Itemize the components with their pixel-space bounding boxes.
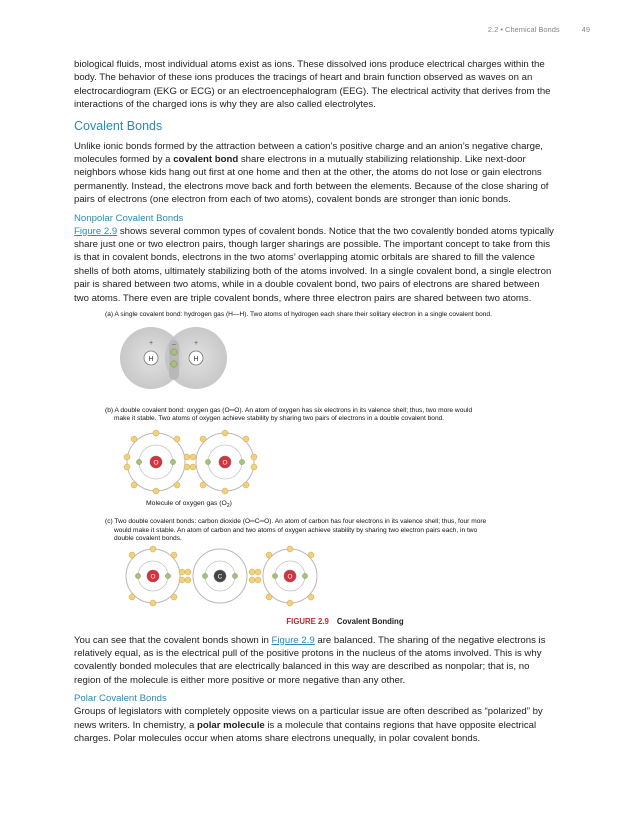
minus-sign: – [172, 340, 176, 348]
page-content [74, 58, 556, 751]
co2-carbon-symbol: C [217, 573, 223, 581]
figure-number: FIGURE 2.9 [286, 616, 329, 626]
o2-molecule [124, 430, 257, 494]
co2-o-left-electron [150, 546, 156, 552]
o-right-electron [243, 482, 249, 488]
figure-caption [134, 617, 556, 626]
o-left-electron [124, 464, 130, 470]
o-left-electron [174, 436, 180, 442]
heading-covalent-bonds: Covalent Bonds [74, 118, 163, 133]
plus-right: + [193, 339, 199, 347]
co2-diagram [74, 544, 556, 610]
o-atom-right-symbol: O [222, 459, 228, 467]
co2-o-right-electron [287, 600, 293, 606]
o-left-electron [131, 436, 137, 442]
h-electron-bottom [171, 360, 177, 366]
shared-electron [190, 464, 196, 470]
paragraph-balanced [74, 634, 556, 688]
polar-text-b: is a molecule that contains regions that have opposite electrical charges. Polar molecules occur when atoms share electrons unequally, in polar covalent bonds. [74, 719, 537, 744]
co2-molecule [126, 546, 317, 606]
o-left-electron [124, 454, 130, 460]
label-a: (a) A single covalent bond: hydrogen gas (H—H). Two atoms of hydrogen each share their solitary electron in a single covalent bond. [105, 311, 492, 319]
label-c-line3: double covalent bonds. [114, 535, 182, 543]
co2-o-right-electron [266, 552, 272, 558]
label-c-line1: (c) Two double covalent bonds: carbon dioxide (O═C═O). An atom of carbon has four electrons in its valence shell; thus, four more [105, 518, 487, 526]
paragraph-nonpolar [74, 225, 556, 305]
co2-o-left-electron [135, 573, 140, 578]
o-right-electron [251, 464, 257, 470]
co2-o-right-electron [266, 594, 272, 600]
o2-molecule-label: Molecule of oxygen gas $(O_2)$ [146, 500, 232, 510]
o-atom-left-electron [136, 460, 141, 465]
co2-carbon-electron [232, 573, 237, 578]
co2-o-right-electron [302, 573, 307, 578]
heading-nonpolar: Nonpolar Covalent Bonds [74, 212, 184, 224]
co2-shared-electron [255, 569, 261, 575]
figure-link[interactable]: Figure 2.9 [74, 225, 118, 237]
co2-o-left-electron [171, 552, 177, 558]
paragraph-electrolytes: biological fluids, most individual atoms exist as ions. These dissolved ions produce electrical charges within the body. The behavior of these ions produces the tracings of heart and brain function observed as waves on an electrocardiogram (EKG or ECG) or an electroencephalogram (EEG). The electrical activity that derives from the interactions of the charged ions is why they are also called electrolytes. [74, 59, 551, 111]
co2-o-right-electron [287, 546, 293, 552]
o-left-electron [153, 430, 159, 436]
term-covalent-bond: covalent bond [173, 154, 239, 166]
figure-title: Covalent Bonding [336, 616, 404, 626]
paragraph-covalent [74, 140, 556, 207]
shared-electron [190, 454, 196, 460]
co2-o-left-electron [129, 594, 135, 600]
figure-2-9 [74, 311, 556, 625]
heading-polar: Polar Covalent Bonds [74, 693, 167, 705]
o-atom-right-electron [205, 460, 210, 465]
label-b-line1: (b) A double covalent bond: oxygen gas (O═O). An atom of oxygen has six electrons in its valence shell; thus, two more would [105, 406, 473, 414]
hydrogen-diagram [74, 320, 556, 400]
co2-shared-electron [179, 569, 185, 575]
co2-carbon-electron [202, 573, 207, 578]
co2-shared-electron [179, 577, 185, 583]
covalent-text-a: Unlike ionic bonds formed by the attraction between a cation’s positive charge and an anion’s negative charge, molecules formed by a [74, 140, 543, 166]
running-head-section: 2.2 • Chemical Bonds [487, 25, 560, 34]
o-left-electron [131, 482, 137, 488]
h-electron-top [171, 348, 177, 354]
shared-electron [184, 464, 190, 470]
oxygen-diagram [74, 423, 556, 509]
balanced-text-a: You can see that the covalent bonds shown in [74, 634, 272, 646]
co2-o-left-symbol: O [150, 573, 156, 581]
co2-shared-electron [249, 577, 255, 583]
o-left-electron [174, 482, 180, 488]
co2-shared-electron [185, 577, 191, 583]
o-left-electron [153, 488, 159, 494]
co2-o-left-electron [171, 594, 177, 600]
co2-o-right-electron [308, 552, 314, 558]
o-atom-right-electron [239, 460, 244, 465]
o-atom-left-symbol: O [153, 459, 159, 467]
co2-shared-electron [185, 569, 191, 575]
co2-o-right-symbol: O [287, 573, 293, 581]
co2-o-left-electron [129, 552, 135, 558]
shared-electron [184, 454, 190, 460]
nonpolar-text: shows several common types of covalent bonds. Notice that the two covalently bonded atoms typically share just one or two electron pairs, though larger sharings are possible. The important concept to take from this is that in covalent bonds, electrons in the two atoms’ overlapping atomic orbitals are shared to fill the valence shells of both atoms, ultimately stabilizing both of the atoms involved. In a single covalent bond, a single electron pair is shared between two atoms, while in a double covalent bond, two pairs of electrons are shared between two atoms. There even are triple covalent bonds, where three electron pairs are shared between two atoms. [74, 225, 554, 304]
h-symbol-right: H [193, 355, 199, 363]
polar-text-a: Groups of legislators with completely opposite views on a particular issue are often described as “polarized” by news writers. In chemistry, a [74, 706, 543, 731]
co2-o-left-electron [165, 573, 170, 578]
label-b-line2: make it stable. Two atoms of oxygen achieve stability by sharing two pairs of electrons in a double covalent bond. [114, 414, 445, 422]
label-c-line2: would make it stable. An atom of carbon and two atoms of oxygen achieve stability by sharing two electron pairs each, in two [114, 526, 478, 534]
balanced-text-b: are balanced. The sharing of the negative electrons is relatively equal, as is the electrical pull of the positive protons in the nucleus of the atoms involved. This is why covalently bonded molecules that are electrically balanced in this way are described as nonpolar; that is, no region of the molecule is either more positive or more negative than any other. [74, 634, 546, 686]
co2-shared-electron [255, 577, 261, 583]
term-polar-molecule: polar molecule [196, 719, 265, 731]
paragraph-polar [74, 705, 556, 745]
running-head [488, 25, 590, 34]
co2-o-left-electron [150, 600, 156, 606]
label-b [105, 407, 556, 424]
page-number: 49 [581, 25, 590, 34]
o-right-electron [222, 430, 228, 436]
covalent-text-b: share electrons in a mutually stabilizing relationship. Like next-door neighbors whose kids hang out first at one home and then at the other, the atoms do not lose or gain electrons permanently. Instead, the electrons move back and forth between the elements. Because of the close sharing of pairs of electrons (one electron from each of two atoms), covalent bonds are stronger than ionic bonds. [74, 154, 549, 206]
co2-shared-electron [249, 569, 255, 575]
co2-o-right-electron [272, 573, 277, 578]
figure-link-2[interactable]: Figure 2.9 [271, 634, 315, 646]
o-right-electron [243, 436, 249, 442]
o-right-electron [222, 488, 228, 494]
o-right-electron [200, 482, 206, 488]
label-c [105, 518, 556, 543]
o-right-electron [200, 436, 206, 442]
o-right-electron [251, 454, 257, 460]
co2-o-right-electron [308, 594, 314, 600]
plus-left: + [148, 339, 154, 347]
o-atom-left-electron [170, 460, 175, 465]
h-symbol-left: H [148, 355, 154, 363]
